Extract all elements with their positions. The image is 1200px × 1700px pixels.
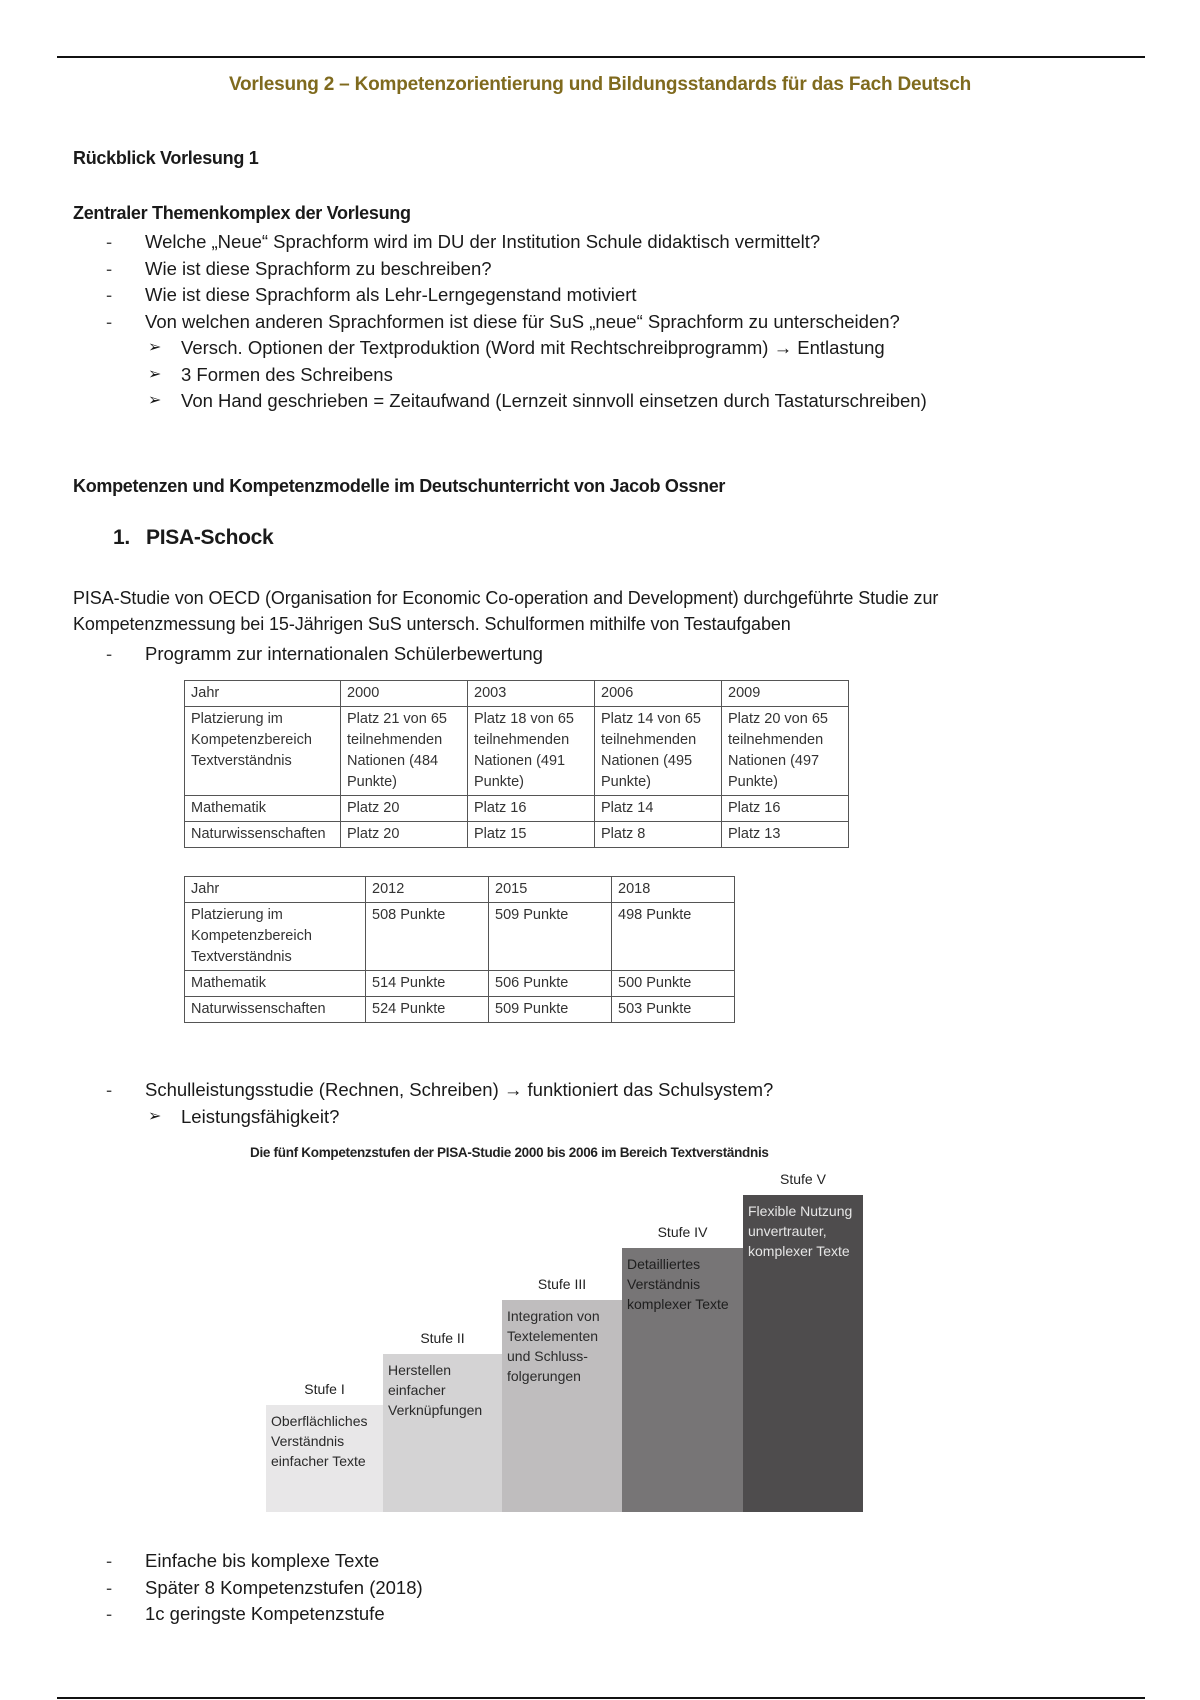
- list-item: ➢ Von Hand geschrieben = Zeitaufwand (Lernzeit sinnvoll einsetzen durch Tastaturschreiben): [73, 388, 927, 415]
- table-row: Naturwissenschaften 524 Punkte 509 Punkte 503 Punkte: [185, 997, 735, 1023]
- dash-bullet-icon: -: [106, 1079, 113, 1100]
- bottom-rule: [57, 1697, 1145, 1699]
- table-row: Mathematik Platz 20 Platz 16 Platz 14 Platz 16: [185, 796, 849, 822]
- rueckblick-heading: Rückblick Vorlesung 1: [73, 148, 259, 168]
- list-item: ➢ Leistungsfähigkeit?: [73, 1104, 773, 1131]
- list-item: - 1c geringste Kompetenzstufe: [73, 1601, 423, 1628]
- list-item: - Welche „Neue“ Sprachform wird im DU der Institution Schule didaktisch vermittelt?: [73, 229, 927, 256]
- dash-bullet-icon: -: [106, 231, 113, 252]
- dash-bullet-icon: -: [106, 310, 113, 332]
- arrow-bullet-icon: ➢: [148, 339, 162, 356]
- table-header-row: Jahr 2012 2015 2018: [185, 877, 735, 903]
- list-item: - Einfache bis komplexe Texte: [73, 1548, 423, 1575]
- list-item: - Wie ist diese Sprachform zu beschreiben?: [73, 256, 927, 283]
- pisa-table-2012-2018: [184, 876, 735, 1023]
- dash-bullet-icon: -: [106, 1603, 113, 1624]
- table-row: Naturwissenschaften Platz 20 Platz 15 Platz 8 Platz 13: [185, 822, 849, 848]
- final-list: [73, 1548, 423, 1628]
- list-item: - Schulleistungsstudie (Rechnen, Schreiben) → funktioniert das Schulsystem?: [73, 1077, 773, 1104]
- themenkomplex-heading: Zentraler Themenkomplex der Vorlesung: [73, 203, 411, 223]
- pisa-table-2000-2009: [184, 680, 849, 848]
- list-item: - Wie ist diese Sprachform als Lehr-Lerngegenstand motiviert: [73, 282, 927, 309]
- table-header-row: Jahr 2000 2003 2006 2009: [185, 681, 849, 707]
- section-number: 1.: [113, 526, 130, 549]
- table-row: Platzierung im Kompetenzbereich Textverständnis 508 Punkte 509 Punkte 498 Punkte: [185, 903, 735, 971]
- stufe-1-box: Stufe I Oberflächliches Verständnis einfacher Texte: [266, 1405, 383, 1512]
- stufe-label: Stufe I: [304, 1381, 345, 1397]
- dash-bullet-icon: -: [106, 1576, 113, 1598]
- stufe-label: Stufe II: [420, 1330, 465, 1346]
- stufen-figure-caption: Die fünf Kompetenzstufen der PISA-Studie 2000 bis 2006 im Bereich Textverständnis: [250, 1145, 769, 1160]
- pisa-paragraph: PISA-Studie von OECD (Organisation for Economic Co-operation and Development) durchgeführte Studie zur Kompetenzmessung bei 15-Jährigen SuS untersch. Schulformen mithilfe von Testaufgaben: [73, 588, 939, 634]
- stufe-label: Stufe IV: [657, 1224, 708, 1240]
- stufe-4-box: Stufe IV Detailliertes Verständnis komplexer Texte: [622, 1248, 743, 1512]
- stufe-label: Stufe V: [780, 1171, 826, 1187]
- list-item: - Von welchen anderen Sprachformen ist diese für SuS „neue“ Sprachform zu unterscheiden?: [73, 309, 927, 336]
- pisa-list: [73, 641, 543, 668]
- section-title: PISA-Schock: [146, 526, 274, 549]
- kompetenzen-heading: Kompetenzen und Kompetenzmodelle im Deutschunterricht von Jacob Ossner: [73, 476, 726, 496]
- dash-bullet-icon: -: [106, 1550, 113, 1571]
- list-item: ➢ Versch. Optionen der Textproduktion (Word mit Rechtschreibprogramm) → Entlastung: [73, 335, 927, 362]
- list-item: - Programm zur internationalen Schülerbewertung: [73, 641, 543, 668]
- table-row: Platzierung im Kompetenzbereich Textverständnis Platz 21 von 65 teilnehmenden Nationen (484 Punkte) Platz 18 von 65 teilnehmenden Nationen (491 Punkte) Platz 14 von 65 teilnehmenden Nationen (495 Punkte) Platz 20 von 65 teilnehmenden Nationen (497 Punkte): [185, 707, 849, 796]
- stufe-2-box: Stufe II Herstellen einfacher Verknüpfungen: [383, 1354, 502, 1512]
- arrow-bullet-icon: ➢: [148, 392, 162, 409]
- arrow-bullet-icon: ➢: [148, 365, 162, 383]
- dash-bullet-icon: -: [106, 284, 113, 305]
- schulleistung-list: [73, 1077, 773, 1130]
- document-title: Vorlesung 2 – Kompetenzorientierung und Bildungsstandards für das Fach Deutsch: [228, 74, 972, 95]
- top-rule: [57, 56, 1145, 58]
- stufe-5-box: Stufe V Flexible Nutzung unvertrauter, komplexer Texte: [743, 1195, 863, 1512]
- table-row: Mathematik 514 Punkte 506 Punkte 500 Punkte: [185, 971, 735, 997]
- arrow-bullet-icon: ➢: [148, 1107, 162, 1125]
- stufe-label: Stufe III: [537, 1276, 587, 1292]
- dash-bullet-icon: -: [106, 643, 113, 664]
- stufe-3-box: Stufe III Integration von Textelementen und Schluss-folgerungen: [502, 1300, 622, 1512]
- section-heading-pisa: [113, 526, 273, 550]
- list-item: ➢ 3 Formen des Schreibens: [73, 362, 927, 389]
- themenkomplex-list: [73, 229, 927, 415]
- list-item: - Später 8 Kompetenzstufen (2018): [73, 1575, 423, 1602]
- dash-bullet-icon: -: [106, 257, 113, 279]
